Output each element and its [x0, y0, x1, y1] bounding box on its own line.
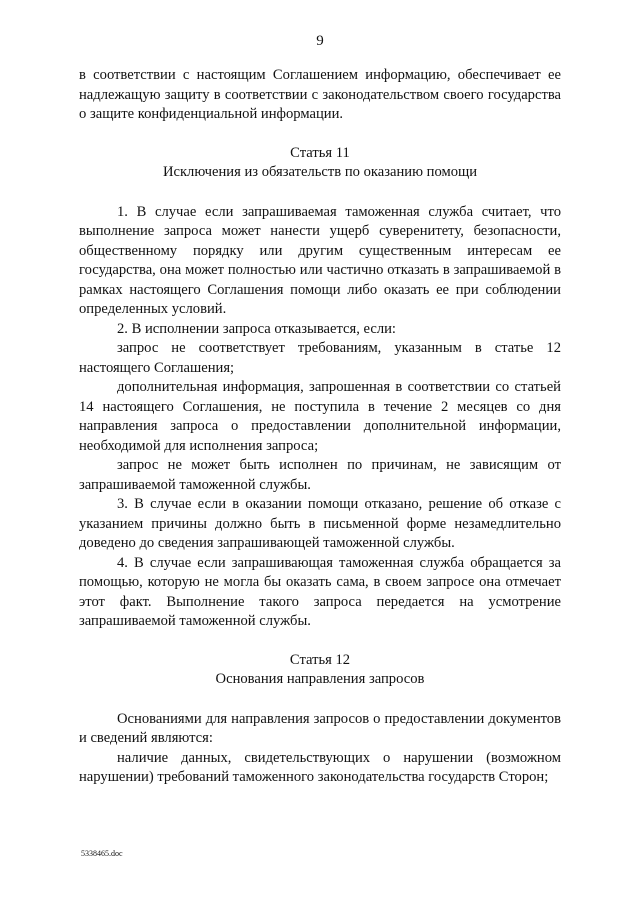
article-12-heading: Статья 12 [289, 651, 351, 668]
article-11-title: Исключения из обязательств по оказанию помощи [162, 164, 478, 180]
article-12-header [79, 651, 561, 690]
article-12-paragraph-1: Основаниями для направления запросов о предоставлении документов и сведений являются: [79, 710, 561, 746]
article-11-paragraph-3: запрос не соответствует требованиям, указанным в статье 12 настоящего Соглашения; [79, 340, 561, 376]
article-11-paragraph-7: 4. В случае если запрашивающая таможенная служба обращается за помощью, которую не могла бы оказать сама, в своем запросе она отмечает этот факт. Выполнение такого запроса передается на усмотрение запрашиваемой таможенной службы. [79, 554, 561, 629]
page-number: 9 [316, 33, 324, 49]
article-11-paragraph-2: 2. В исполнении запроса отказывается, если: [117, 320, 396, 337]
article-11-header [79, 144, 561, 183]
article-12-paragraph-2: наличие данных, свидетельствующих о нарушении (возможном нарушении) требований таможенного законодательства государств Сторон; [79, 749, 561, 785]
article-11-paragraph-4: дополнительная информация, запрошенная в соответствии со статьей 14 настоящего Соглашения, не поступила в течение 2 месяцев со дня направления запроса о предоставлении дополнительной информации, необходимой для исполнения запроса; [79, 379, 561, 454]
document-body [79, 66, 561, 788]
article-11-paragraph-1: 1. В случае если запрашиваемая таможенная служба считает, что выполнение запроса может нанести ущерб суверенитету, безопасности, общественному порядку или другим существенным интересам ее государства, она может полностью или частично отказать в запрашиваемой в рамках настоящего Соглашения помощи либо оказать ее при соблюдении определенных условий. [79, 203, 561, 317]
article-11-heading: Статья 11 [290, 144, 350, 161]
article-11-paragraph-5: запрос не может быть исполнен по причинам, не зависящим от запрашиваемой таможенной службы. [79, 457, 561, 493]
article-12-title: Основания направления запросов [215, 671, 425, 687]
article-11-paragraph-6: 3. В случае если в оказании помощи отказано, решение об отказе с указанием причины должно быть в письменной форме незамедлительно доведено до сведения запрашивающей таможенной службы. [79, 496, 561, 551]
footer-file-name: 5338465.doc [81, 849, 123, 858]
intro-paragraph: в соответствии с настоящим Соглашением информацию, обеспечивает ее надлежащую защиту в соответствии с законодательством своего государства о защите конфиденциальной информации. [79, 67, 561, 122]
